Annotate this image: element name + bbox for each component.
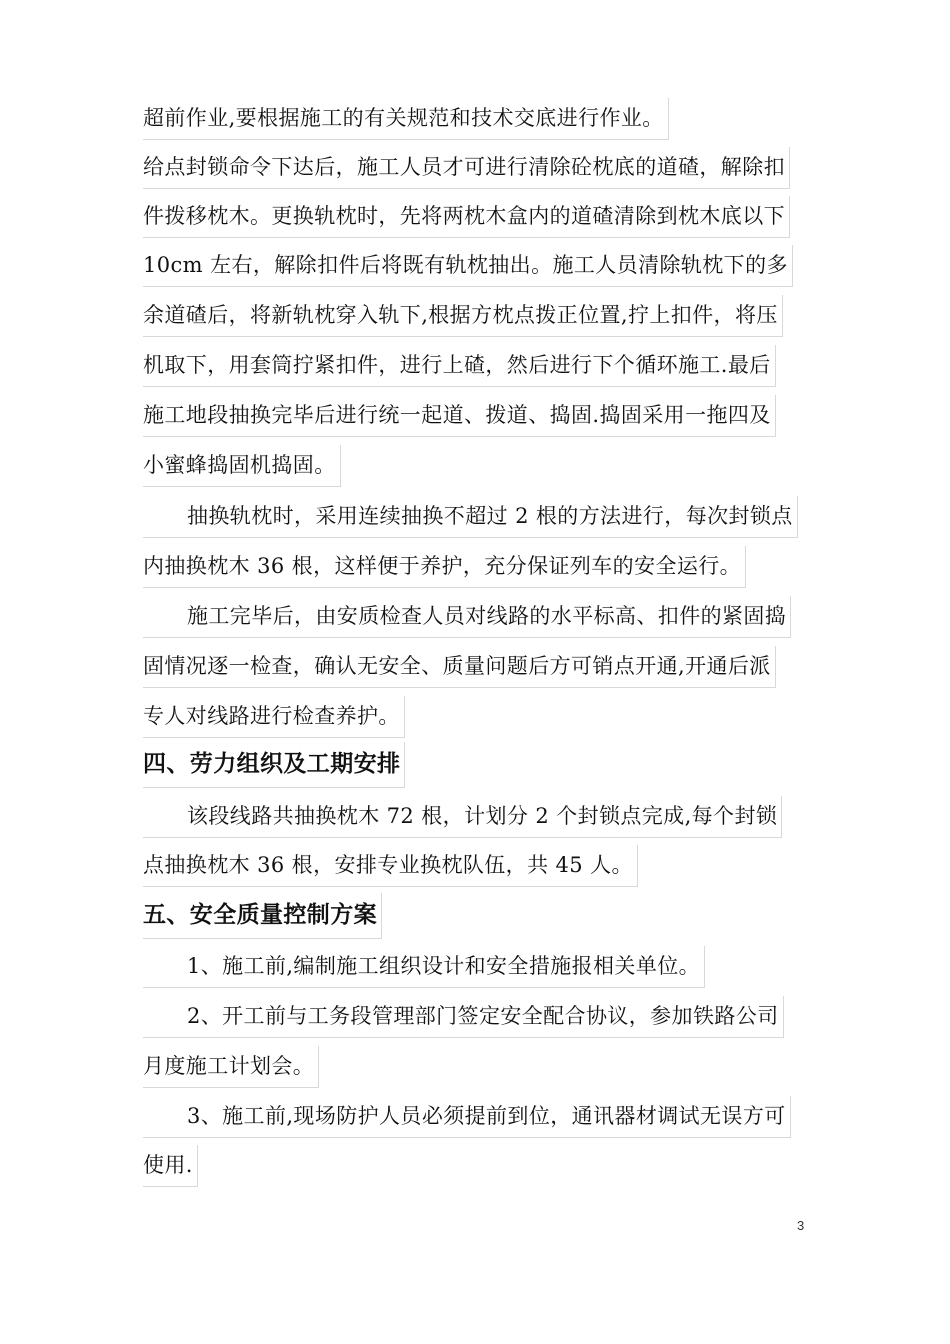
text-line: 抽换轨枕时，采用连续抽换不超过 2 根的方法进行，每次封锁点 (143, 496, 798, 538)
text-line: 10cm 左右，解除扣件后将既有轨枕抽出。施工人员清除轨枕下的多 (143, 245, 793, 287)
page-number: 3 (797, 1218, 805, 1233)
text-line: 点抽换枕木 36 根，安排专业换枕队伍，共 45 人。 (143, 845, 638, 887)
text-line: 给点封锁命令下达后，施工人员才可进行清除砼枕底的道碴，解除扣 (143, 147, 790, 189)
text-line: 件拨移枕木。更换轨枕时，先将两枕木盒内的道碴清除到枕木底以下 (143, 196, 790, 238)
text-line: 2、开工前与工务段管理部门签定安全配合协议，参加铁路公司 (143, 996, 784, 1038)
text-line: 内抽换枕木 36 根，这样便于养护，充分保证列车的安全运行。 (143, 546, 746, 588)
text-line: 机取下，用套筒拧紧扣件，进行上碴，然后进行下个循环施工.最后 (143, 345, 776, 387)
text-line: 1、施工前,编制施工组织设计和安全措施报相关单位。 (143, 946, 705, 988)
text-line: 施工完毕后，由安质检查人员对线路的水平标高、扣件的紧固捣 (143, 596, 791, 638)
text-line: 该段线路共抽换枕木 72 根，计划分 2 个封锁点完成,每个封锁 (143, 796, 782, 838)
text-line: 专人对线路进行检查养护。 (143, 696, 405, 738)
section-heading: 五、安全质量控制方案 (143, 893, 382, 939)
text-line: 超前作业,要根据施工的有关规范和技术交底进行作业。 (143, 98, 669, 140)
section-heading: 四、劳力组织及工期安排 (143, 742, 405, 788)
text-line: 月度施工计划会。 (143, 1046, 319, 1088)
text-line: 3、施工前,现场防护人员必须提前到位，通讯器材调试无误方可 (143, 1096, 791, 1138)
text-line: 余道碴后，将新轨枕穿入轨下,根据方枕点拨正位置,拧上扣件，将压 (143, 295, 783, 337)
text-line: 小蜜蜂捣固机捣固。 (143, 445, 341, 487)
text-line: 使用. (143, 1145, 198, 1187)
text-line: 施工地段抽换完毕后进行统一起道、拨道、捣固.捣固采用一拖四及 (143, 395, 776, 437)
text-line: 固情况逐一检查，确认无安全、质量问题后方可销点开通,开通后派 (143, 646, 776, 688)
